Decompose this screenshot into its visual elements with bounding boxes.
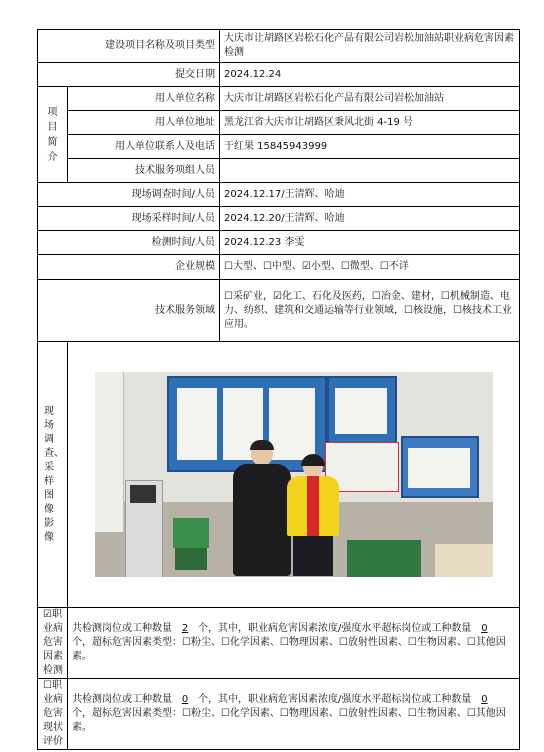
project-summary-side-label <box>38 87 68 183</box>
evaluation-count-exceed: 0 <box>481 694 488 705</box>
evaluation-text-c: 个，超标危害因素类型：☐粉尘、☐化学因素、☐物理因素、☐放射性因素、☐生物因素、☐其他因素。 <box>72 708 506 733</box>
scale-label: 企业规模 <box>38 255 220 280</box>
survey-time-value: 2024.12.17/王清辉、哈迪 <box>220 183 520 207</box>
detection-count-total: 2 <box>181 623 189 634</box>
row-employer-name <box>38 87 520 111</box>
sampling-time-label: 现场采样时间/人员 <box>38 207 220 231</box>
contact-label: 用人单位联系人及电话 <box>68 135 220 159</box>
project-name-label: 建设项目名称及项目类型 <box>38 30 220 63</box>
row-survey-time <box>38 183 520 207</box>
row-testing-time <box>38 231 520 255</box>
contact-value: 于红果 15845943999 <box>220 135 520 159</box>
green-crates <box>347 540 421 577</box>
evaluation-text <box>68 679 520 750</box>
notice-board-middle <box>327 376 397 444</box>
row-evaluation <box>38 679 520 750</box>
employer-name-label: 用人单位名称 <box>68 87 220 111</box>
site-photo <box>95 372 493 577</box>
row-sampling-time <box>38 207 520 231</box>
report-form <box>37 29 520 750</box>
row-service-field <box>38 280 520 342</box>
row-detection <box>38 608 520 679</box>
row-tech-staff <box>38 159 520 183</box>
evaluation-count-total: 0 <box>181 694 189 705</box>
detection-text <box>68 608 520 679</box>
notice-board-left <box>167 376 327 472</box>
row-project-name <box>38 30 520 63</box>
detection-text-c: 个，超标危害因素类型：☐粉尘、☐化学因素、☐物理因素、☐放射性因素、☐生物因素、☐其他因素。 <box>72 637 506 662</box>
detection-text-a: 共检测岗位或工种数量 <box>72 623 172 634</box>
tech-staff-label: 技术服务项组人员 <box>68 159 220 183</box>
detection-text-b: 个，其中，职业病危害因素浓度/强度水平超标岗位或工种数量 <box>198 623 472 634</box>
testing-time-value: 2024.12.23 李雯 <box>220 231 520 255</box>
notice-board-right <box>401 436 479 498</box>
scale-value: ☐大型、☐中型、☑小型、☐微型、☐不详 <box>220 255 520 280</box>
water-dispenser <box>125 480 163 577</box>
row-photo <box>38 342 520 608</box>
detection-count-exceed: 0 <box>481 623 488 634</box>
tech-staff-value <box>220 159 520 183</box>
submit-date-value: 2024.12.24 <box>220 63 520 87</box>
project-name-value: 大庆市让胡路区岩松石化产品有限公司岩松加油站职业病危害因素检测 <box>220 30 520 63</box>
photo-label: 现场调查、采样图像影像 <box>38 342 68 608</box>
survey-time-label: 现场调查时间/人员 <box>38 183 220 207</box>
sampling-time-value: 2024.12.20/王清辉、哈迪 <box>220 207 520 231</box>
employer-name-value: 大庆市让胡路区岩松石化产品有限公司岩松加油站 <box>220 87 520 111</box>
row-submit-date <box>38 63 520 87</box>
evaluation-text-a: 共检测岗位或工种数量 <box>72 694 172 705</box>
project-summary-text: 项目简介 <box>47 106 58 163</box>
evaluation-label: ☐职业病危害现状评价 <box>38 679 68 750</box>
service-field-value: ☐采矿业，☑化工、石化及医药，☐冶金、建材，☐机械制造、电力、纺织、建筑和交通运输等行业领域，☐核设施，☐核技术工业应用。 <box>220 280 520 342</box>
row-scale <box>38 255 520 280</box>
photo-cell <box>68 342 520 608</box>
testing-time-label: 检测时间/人员 <box>38 231 220 255</box>
row-employer-address <box>38 111 520 135</box>
submit-date-label: 提交日期 <box>38 63 220 87</box>
detection-label: ☑职业病危害因素检测 <box>38 608 68 679</box>
service-field-label: 技术服务领域 <box>38 280 220 342</box>
evaluation-text-b: 个，其中，职业病危害因素浓度/强度水平超标岗位或工种数量 <box>198 694 472 705</box>
employer-address-value: 黑龙江省大庆市让胡路区秉风北街 4-19 号 <box>220 111 520 135</box>
row-contact <box>38 135 520 159</box>
employer-address-label: 用人单位地址 <box>68 111 220 135</box>
